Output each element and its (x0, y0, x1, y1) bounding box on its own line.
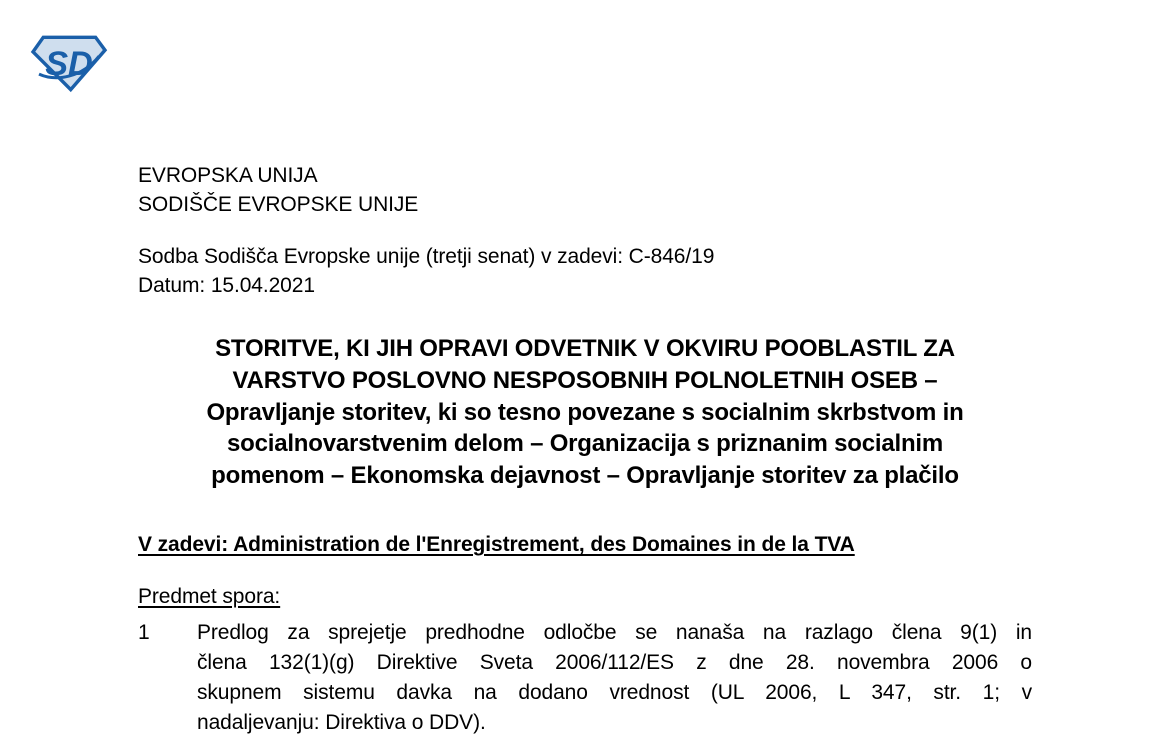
logo-letters: SD (45, 45, 93, 83)
main-title-line: Opravljanje storitev, ki so tesno povezane s socialnim skrbstvom in (206, 398, 964, 426)
main-title-line: STORITVE, KI JIH OPRAVI ODVETNIK V OKVIRU POOBLASTIL ZA (215, 335, 955, 362)
institution-line-court: SODIŠČE EVROPSKE UNIJE (138, 193, 419, 216)
paragraph-line: Predlog za sprejetje predhodne odločbe se nanaša na razlago člena 9(1) in (197, 621, 1032, 644)
institution-header (138, 161, 1032, 219)
case-info (138, 242, 1032, 300)
paragraph-number: 1 (138, 621, 150, 644)
court-logo (30, 33, 108, 93)
parties-heading: V zadevi: Administration de l'Enregistrement, des Domaines in de la TVA (138, 533, 855, 556)
paragraph-line: skupnem sistemu davka na dodano vrednost (UL 2006, L 347, str. 1; v (197, 681, 1032, 704)
judgment-date: Datum: 15.04.2021 (138, 274, 315, 297)
main-title-line: socialnovarstvenim delom – Organizacija s priznanim socialnim (226, 430, 944, 458)
main-title-line: VARSTVO POSLOVNO NESPOSOBNIH POLNOLETNIH OSEB – (232, 366, 938, 394)
institution-line-union: EVROPSKA UNIJA (138, 164, 318, 187)
judgment-reference: Sodba Sodišča Evropske unije (tretji senat) v zadevi: C-846/19 (138, 245, 715, 268)
main-title (138, 333, 1032, 492)
paragraph-line: nadaljevanju: Direktiva o DDV). (197, 711, 486, 734)
paragraph-line: člena 132(1)(g) Direktive Sveta 2006/112/ES z dne 28. novembra 2006 o (197, 651, 1032, 674)
paragraph-1 (138, 618, 1032, 738)
subject-heading: Predmet spora: (138, 585, 281, 608)
paragraph-body (197, 618, 1032, 738)
main-title-line: pomenom – Ekonomska dejavnost – Opravljanje storitev za plačilo (211, 462, 959, 490)
